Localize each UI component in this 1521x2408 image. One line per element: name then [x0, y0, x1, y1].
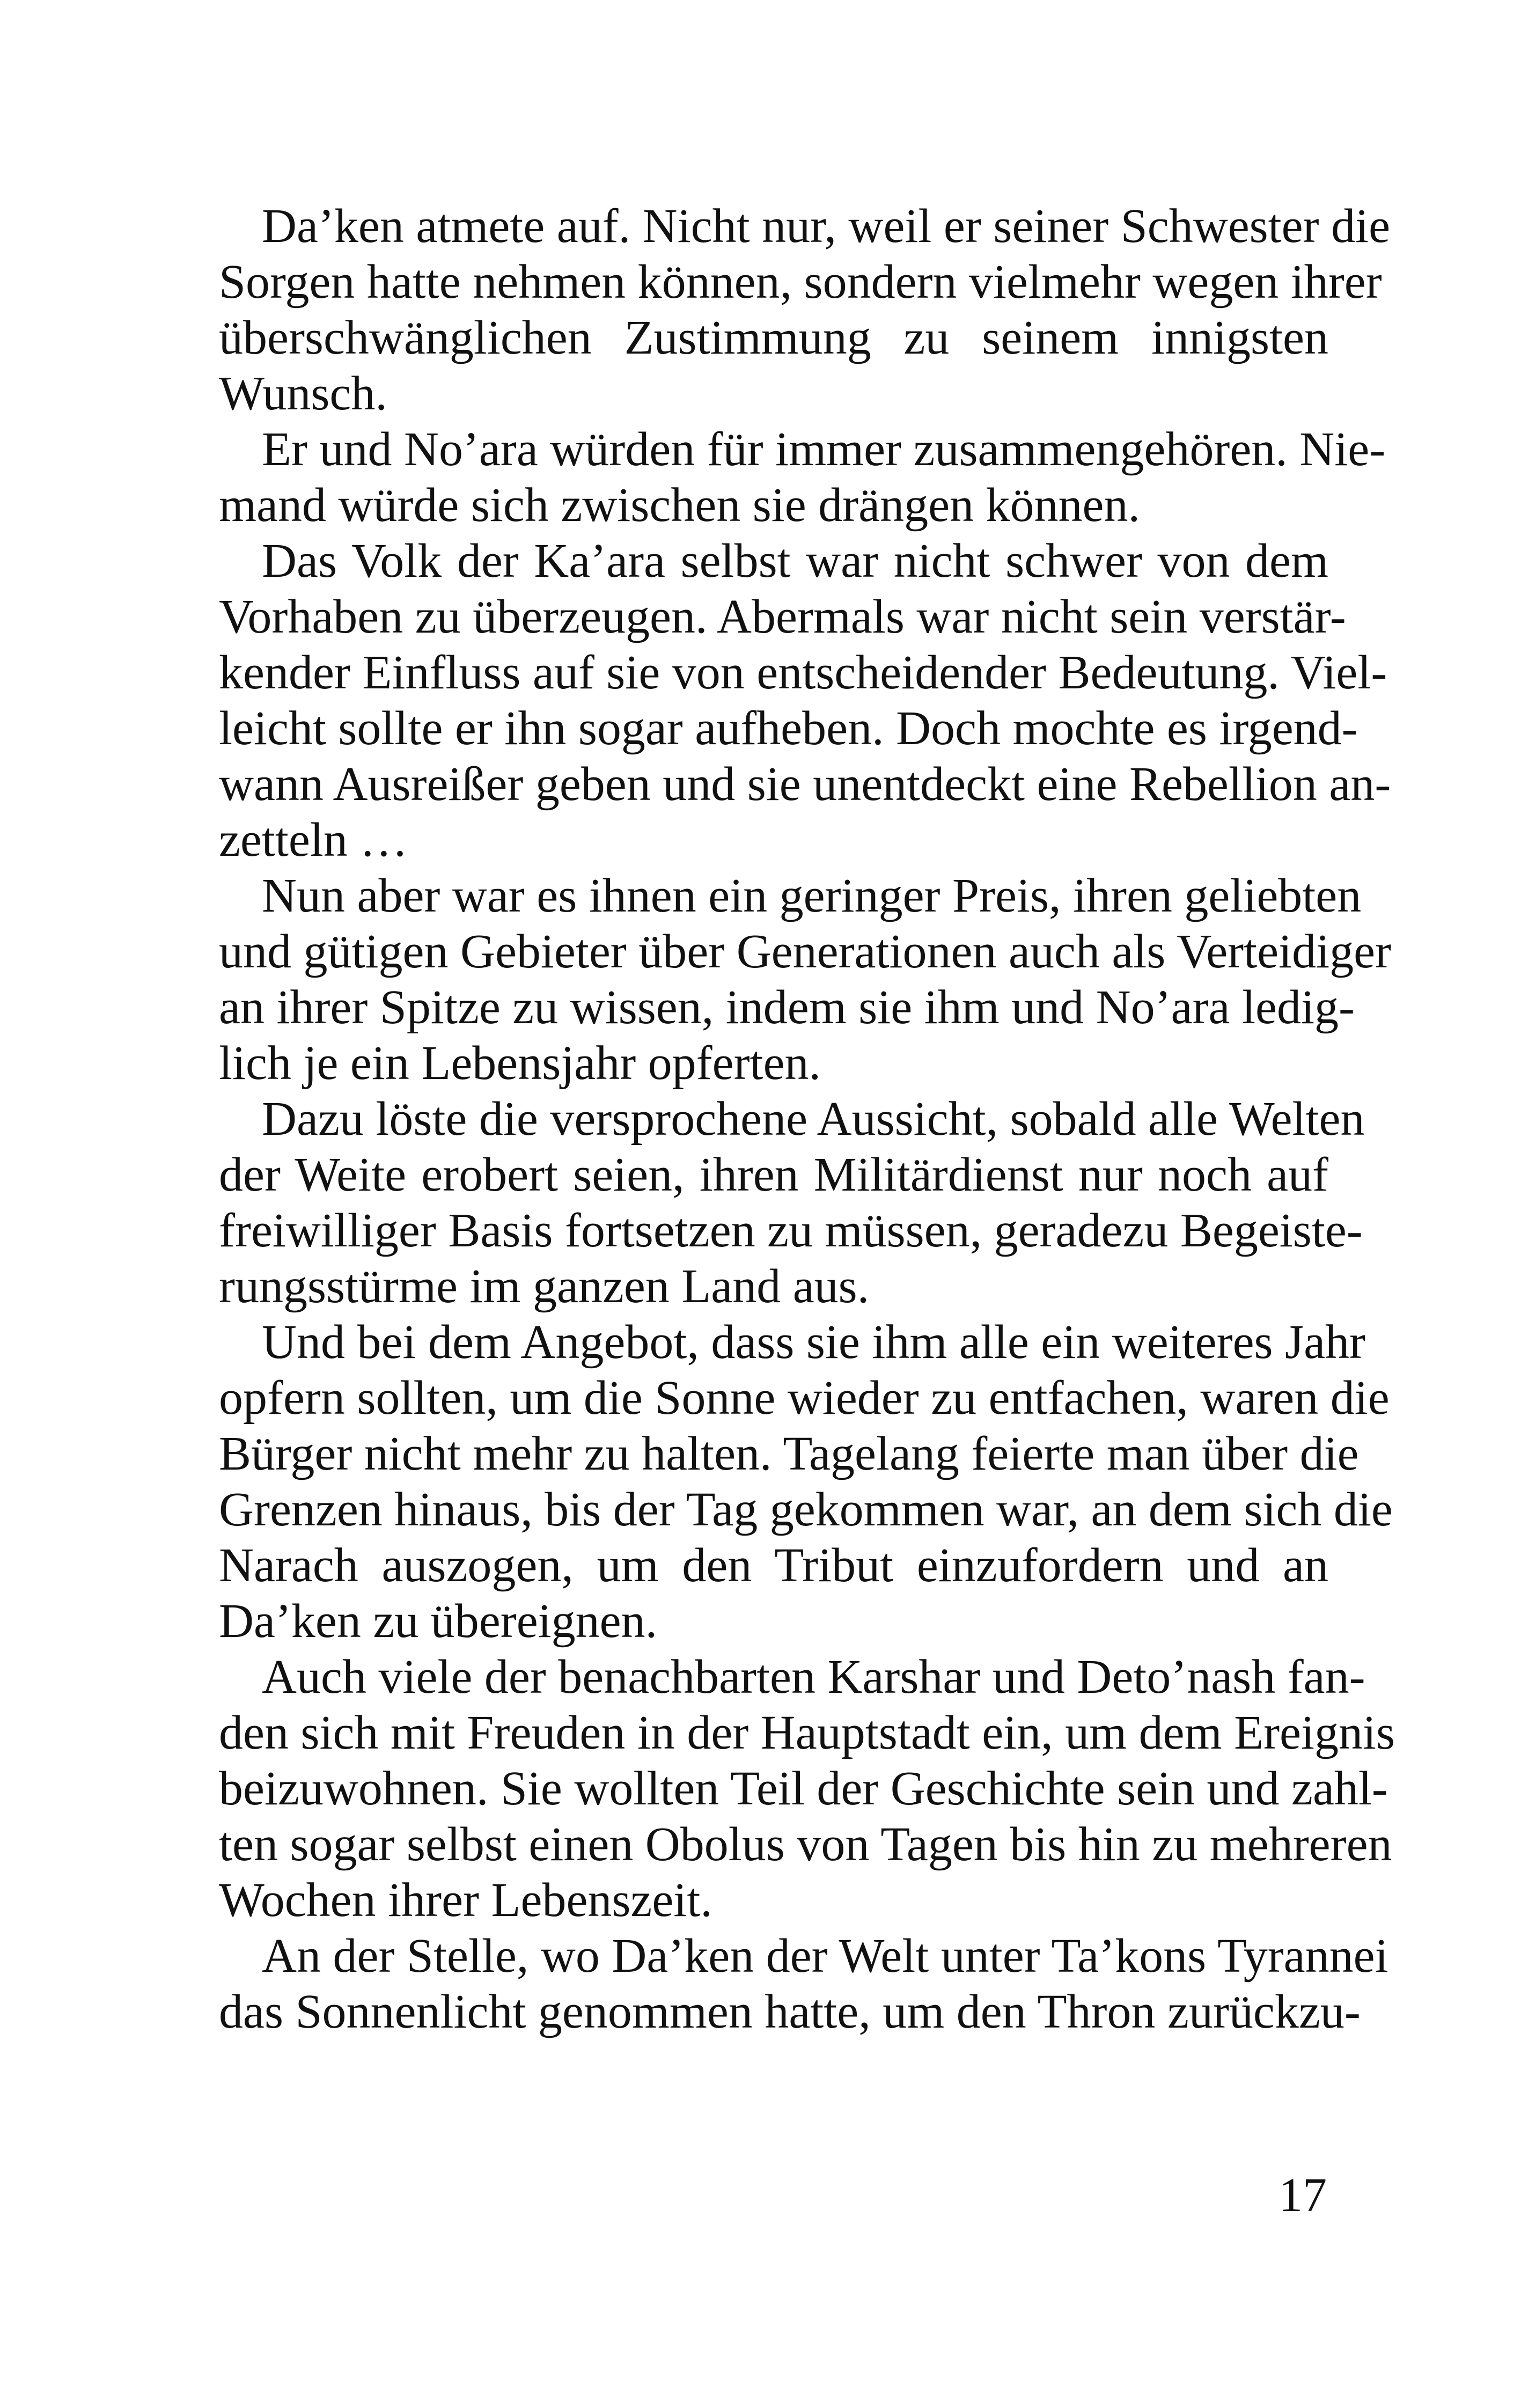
- text-line: beizuwohnen. Sie wollten Teil der Geschichte sein und zahl-: [219, 1762, 1388, 1815]
- text-line: Wochen ihrer Lebenszeit.: [219, 1874, 712, 1927]
- text-line: Da’ken atmete auf. Nicht nur, weil er seiner Schwester die: [262, 200, 1391, 253]
- text-line: wann Ausreißer geben und sie unentdeckt eine Rebellion an-: [219, 758, 1391, 811]
- paragraph: [219, 199, 1391, 422]
- text-line: Nun aber war es ihnen ein geringer Preis, ihren geliebten: [262, 869, 1362, 922]
- text-line: Bürger nicht mehr zu halten. Tagelang feierte man über die: [219, 1427, 1359, 1480]
- text-line: zetteln …: [219, 813, 408, 867]
- text-line: an ihrer Spitze zu wissen, indem sie ihm und No’ara ledig-: [219, 981, 1355, 1034]
- text-line: Grenzen hinaus, bis der Tag gekommen war, an dem sich die: [219, 1483, 1393, 1536]
- paragraph: [219, 868, 1392, 1091]
- paragraph: [219, 1928, 1388, 2040]
- paragraph: [219, 1649, 1395, 1928]
- text-line: den sich mit Freuden in der Hauptstadt ein, um dem Ereignis: [219, 1706, 1395, 1759]
- text-line: überschwänglichen Zustimmung zu seinem innigsten: [219, 311, 1328, 364]
- text-line: der Weite erobert seien, ihren Militärdienst nur noch auf: [219, 1148, 1328, 1201]
- text-line: opfern sollten, um die Sonne wieder zu entfachen, waren die: [219, 1371, 1390, 1425]
- text-line: Und bei dem Angebot, dass sie ihm alle ein weiteres Jahr: [262, 1316, 1365, 1369]
- paragraph: [219, 1315, 1393, 1649]
- text-line: lich je ein Lebensjahr opferten.: [219, 1037, 821, 1090]
- text-line: Dazu löste die versprochene Aussicht, sobald alle Welten: [262, 1092, 1365, 1146]
- paragraph: [219, 422, 1386, 533]
- text-line: mand würde sich zwischen sie drängen können.: [219, 479, 1140, 532]
- text-line: leicht sollte er ihn sogar aufheben. Doch mochte es irgend-: [219, 702, 1358, 755]
- text-line: rungsstürme im ganzen Land aus.: [219, 1260, 870, 1313]
- text-line: Vorhaben zu überzeugen. Abermals war nicht sein verstär-: [219, 590, 1346, 643]
- text-line: ten sogar selbst einen Obolus von Tagen bis hin zu mehreren: [219, 1818, 1392, 1871]
- text-line: und gütigen Gebieter über Generationen auch als Verteidiger: [219, 925, 1392, 978]
- text-line: An der Stelle, wo Da’ken der Welt unter Ta’kons Tyrannei: [262, 1929, 1388, 1983]
- text-line: Das Volk der Ka’ara selbst war nicht schwer von dem: [262, 534, 1328, 588]
- text-line: kender Einfluss auf sie von entscheidender Bedeutung. Viel-: [219, 646, 1387, 699]
- text-line: Auch viele der benachbarten Karshar und Deto’nash fan-: [262, 1650, 1365, 1704]
- text-line: Sorgen hatte nehmen können, sondern vielmehr wegen ihrer: [219, 255, 1382, 309]
- text-line: das Sonnenlicht genommen hatte, um den Thron zurückzu-: [219, 1985, 1361, 2038]
- body-text: [219, 199, 1395, 2040]
- paragraph: [219, 533, 1391, 868]
- paragraph: [219, 1091, 1365, 1315]
- text-line: Er und No’ara würden für immer zusammengehören. Nie-: [262, 423, 1386, 476]
- page-number: 17: [1278, 2169, 1327, 2222]
- text-line: Narach auszogen, um den Tribut einzufordern und an: [219, 1539, 1328, 1592]
- text-line: freiwilliger Basis fortsetzen zu müssen, geradezu Begeiste-: [219, 1204, 1363, 1257]
- text-line: Da’ken zu übereignen.: [219, 1595, 658, 1648]
- text-line: Wunsch.: [219, 367, 387, 420]
